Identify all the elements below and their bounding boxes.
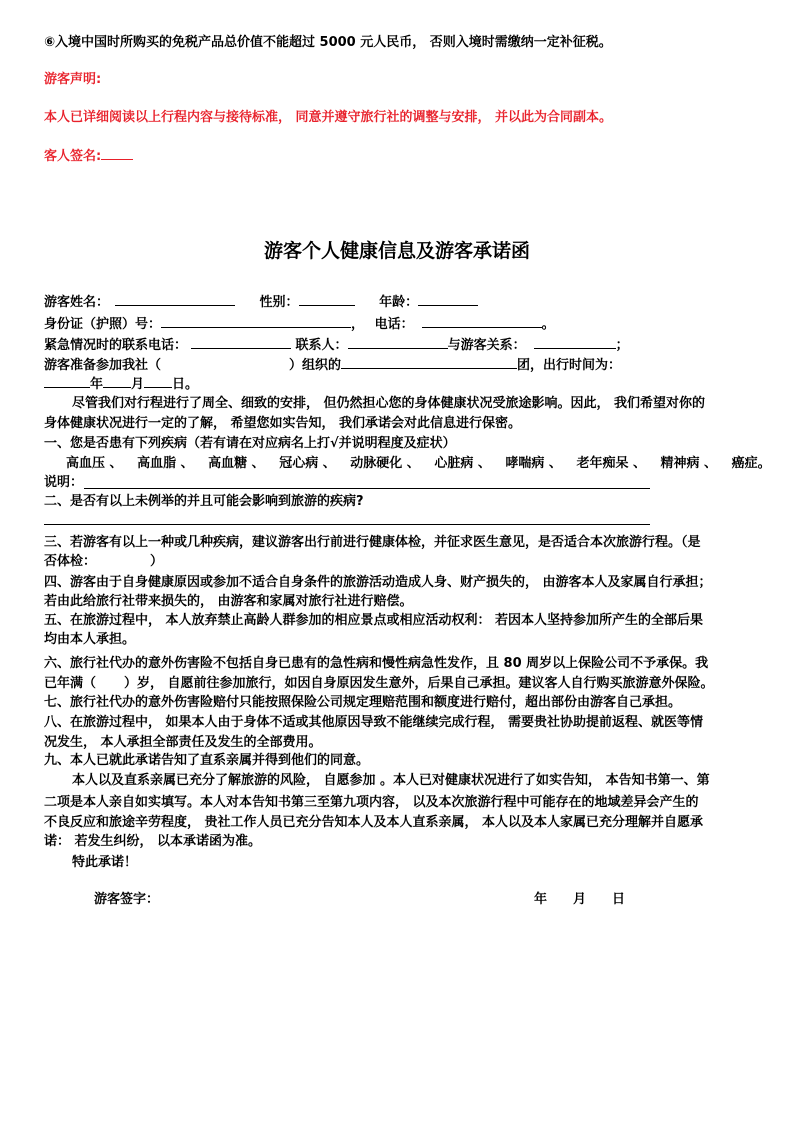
gender-label: 性别： [259, 295, 299, 310]
name-field[interactable] [115, 292, 235, 306]
contact-field[interactable] [348, 335, 448, 349]
intro-line-1: 尽管我们对行程进行了周全、细致的安排， 但仍然担心您的身体健康状况受旅途影响。因此， 我们希望对你的 [72, 396, 706, 411]
year-label: 年 [90, 377, 104, 392]
disease-hypertension[interactable]: 高血压 、 [66, 456, 123, 471]
question-5-line-1: 五、在旅游过程中， 本人放弃禁止高龄人群参加的相应景点或相应活动权利： 若因本人坚持参加所产生的全部后果 [44, 613, 704, 628]
pledge-line-1: 本人以及直系亲属已充分了解旅游的风险， 自愿参加 。本人已对健康状况进行了如实告知， 本告知书第一、第 [72, 773, 710, 788]
join-label: 游客准备参加我社（ [44, 358, 162, 373]
age-field[interactable] [418, 292, 478, 306]
row-emergency [44, 335, 629, 354]
note-6: ⑥入境中国时所购买的免税产品总价值不能超过 5000 元人民币， 否则入境时需缴纳一定补征税。 [44, 35, 612, 50]
emergency-phone-label: 紧急情况时的联系电话： [44, 338, 188, 353]
intro-line-2: 身体健康状况进行一定的了解， 希望您如实告知， 我们承诺会对此信息进行保密。 [44, 416, 522, 431]
contact-label: 联系人： [295, 338, 348, 353]
org-label: ）组织的 [289, 358, 342, 373]
question-3-line-2 [44, 554, 163, 570]
row-date [44, 374, 198, 393]
row-id-phone [44, 314, 555, 333]
comma: ， [351, 317, 365, 332]
declaration-text: 本人已详细阅读以上行程内容与接待标准， 同意并遵守旅行社的调整与安排， 并以此为合同副本。 [44, 110, 613, 125]
emergency-phone-field[interactable] [191, 335, 291, 349]
month-field[interactable] [103, 374, 131, 388]
question-5-line-2: 均由本人承担。 [44, 632, 136, 647]
day-label: 日。 [172, 377, 199, 392]
age-label: 年龄： [379, 295, 419, 310]
year-field[interactable] [44, 374, 90, 388]
disease-mental[interactable]: 精神病 、 [660, 456, 718, 471]
disease-dementia[interactable]: 老年痴呆 、 [576, 456, 646, 471]
pledge-line-2: 二项是本人亲自如实填写。本人对本告知书第三至第九项内容， 以及本次旅游行程中可能存在的地域差异会产生的 [44, 795, 699, 810]
signature-label: 游客签字： [94, 892, 160, 907]
relation-field[interactable] [534, 335, 616, 349]
guest-signature [44, 146, 133, 165]
gender-field[interactable] [299, 292, 355, 306]
pledge-line-3: 不良反应和旅途辛劳程度， 贵社工作人员已充分告知本人及本人直系亲属， 本人以及本人家属已充分理解并自愿承 [44, 815, 704, 830]
question-2-answer-field[interactable] [44, 524, 650, 525]
month-label: 月 [131, 377, 145, 392]
tour-label: 团，出行时间为： [517, 358, 622, 373]
id-field[interactable] [161, 314, 351, 328]
question-2: 二、是否有以上未例举的并且可能会影响到旅游的疾病? [44, 494, 364, 509]
semicolon: ； [615, 338, 629, 353]
age-rest: ）岁， 自愿前往参加旅行，如因自身原因发生意外，后果自己承担。建议客人自行购买旅游意外保险。 [124, 676, 714, 691]
day-field[interactable] [144, 374, 172, 388]
checkup-close: ） [150, 554, 164, 569]
age-open: 已年满（ [44, 676, 97, 691]
question-6-line-1: 六、旅行社代办的意外伤害险不包括自身已患有的急性病和慢性病急性发作，且 80 周岁以上保险公司不予承保。我 [44, 656, 709, 671]
disease-cancer[interactable]: 癌症。 [731, 456, 771, 471]
tour-group-field[interactable] [341, 355, 517, 369]
disease-coronary[interactable]: 冠心病 、 [279, 456, 336, 471]
question-8-line-1: 八、在旅游过程中， 如果本人由于身体不适或其他原因导致不能继续完成行程， 需要贵社协助提前返程、就医等情 [44, 715, 704, 730]
pledge-line-4: 诺： 若发生纠纷， 以本承诺函为准。 [44, 834, 262, 849]
disease-list [66, 456, 781, 472]
name-label: 游客姓名： [44, 295, 110, 310]
guest-signature-field[interactable] [101, 146, 133, 160]
question-8-line-2: 况发生， 本人承担全部责任及发生的全部费用。 [44, 735, 322, 750]
question-4-line-1: 四、游客由于自身健康原因或参加不适合自身条件的旅游活动造成人身、财产损失的， 由游客本人及家属自行承担； [44, 575, 712, 590]
question-3-line-1: 三、若游客有以上一种或几种疾病，建议游客出行前进行健康体检，并征求医生意见，是否适合本次旅游行程。（是 [44, 535, 701, 550]
disease-heart[interactable]: 心脏病 、 [434, 456, 491, 471]
special-pledge: 特此承诺！ [72, 855, 138, 870]
checkup-label: 否体检： [44, 554, 97, 569]
page-title: 游客个人健康信息及游客承诺函 [263, 240, 530, 262]
declaration-title: 游客声明: [44, 72, 102, 87]
guest-signature-label: 客人签名: [44, 149, 102, 164]
question-4-line-2: 若由此给旅行社带来损失的， 由游客和家属对旅行社进行赔偿。 [44, 594, 413, 609]
row-tour [44, 355, 621, 374]
disease-arteriosclerosis[interactable]: 动脉硬化 、 [350, 456, 420, 471]
id-label: 身份证（护照）号： [44, 317, 162, 332]
phone-label: 电话： [374, 317, 414, 332]
tourist-signature [94, 892, 359, 908]
relation-label: 与游客关系： [447, 338, 526, 353]
explain-label: 说明： [44, 475, 84, 490]
question-7: 七、旅行社代办的意外伤害险赔付只能按照保险公司规定理赔范围和额度进行赔付，超出部份由游客自己承担。 [44, 695, 682, 710]
explain-row [44, 475, 83, 491]
signature-date[interactable]: 年 月 日 [534, 892, 626, 907]
row-name-gender-age [44, 292, 478, 311]
question-1: 一、您是否患有下列疾病（若有请在对应病名上打√并说明程度及症状） [44, 436, 456, 451]
disease-hyperglycemia[interactable]: 高血糖 、 [208, 456, 265, 471]
period: 。 [541, 317, 555, 332]
disease-asthma[interactable]: 哮喘病 、 [505, 456, 562, 471]
question-9: 九、本人已就此承诺告知了直系亲属并得到他们的同意。 [44, 753, 370, 768]
phone-field[interactable] [422, 314, 542, 328]
explain-field[interactable] [84, 488, 650, 489]
question-6-line-2 [44, 676, 714, 692]
disease-hyperlipidemia[interactable]: 高血脂 、 [137, 456, 194, 471]
